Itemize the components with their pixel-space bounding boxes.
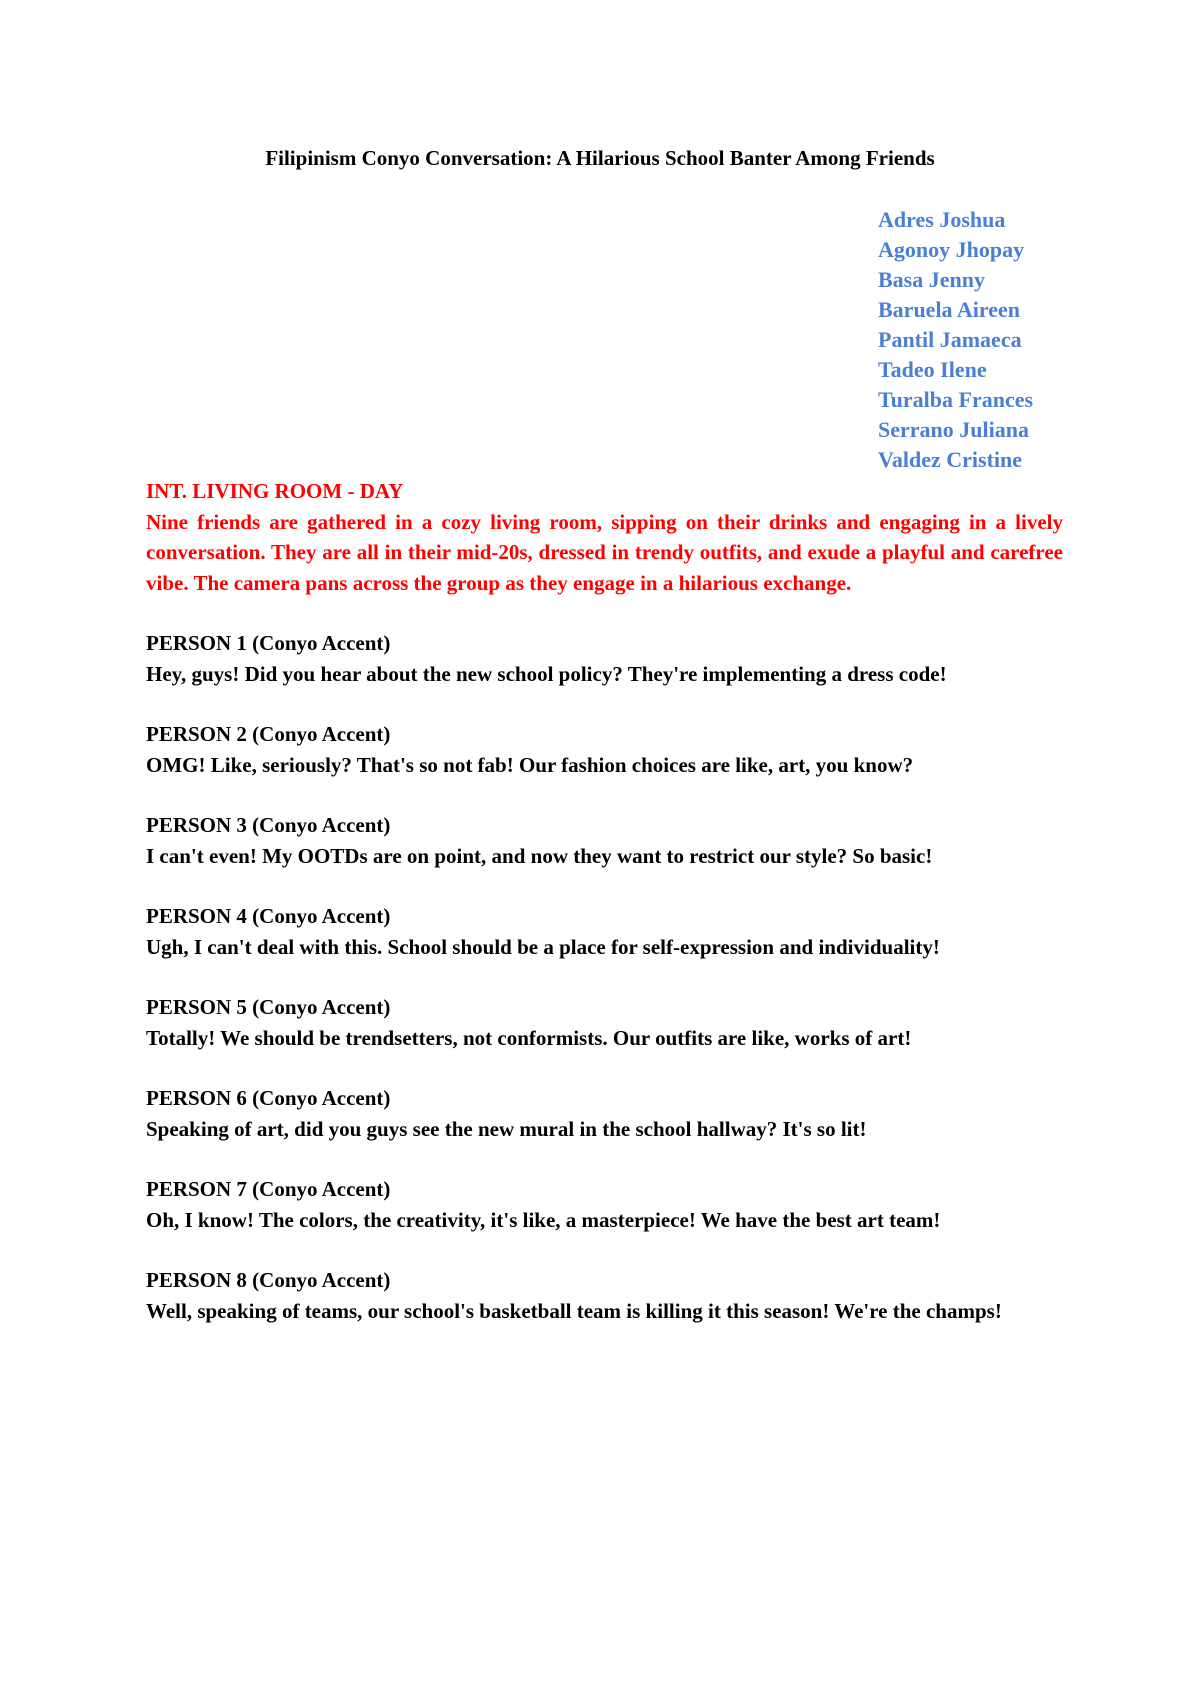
author-name: Tadeo Ilene bbox=[878, 357, 987, 382]
speaker: PERSON 2 (Conyo Accent) bbox=[146, 722, 391, 746]
scene-heading: INT. LIVING ROOM - DAY bbox=[146, 479, 404, 503]
author-name: Agonoy Jhopay bbox=[878, 237, 1025, 262]
script-body bbox=[146, 476, 1063, 1356]
dialogue-line bbox=[146, 901, 1063, 962]
dialogue-line bbox=[146, 1174, 1063, 1235]
scene-block bbox=[146, 476, 1063, 598]
dialogue-line bbox=[146, 719, 1063, 780]
speaker: PERSON 1 (Conyo Accent) bbox=[146, 631, 391, 655]
speaker: PERSON 6 (Conyo Accent) bbox=[146, 1086, 391, 1110]
dialogue-text: Oh, I know! The colors, the creativity, it's like, a masterpiece! We have the best art team! bbox=[146, 1207, 941, 1232]
dialogue-text: Totally! We should be trendsetters, not conformists. Our outfits are like, works of art! bbox=[146, 1025, 912, 1050]
scene-description: Nine friends are gathered in a cozy living room, sipping on their drinks and engaging in a lively conversation. They are all in their mid-20s, dressed in trendy outfits, and exude a playful and carefree vibe. The camera pans across the group as they engage in a hilarious exchange. bbox=[146, 509, 1063, 595]
author-name: Adres Joshua bbox=[878, 207, 1006, 232]
dialogue-line bbox=[146, 628, 1063, 689]
document-title: Filipinism Conyo Conversation: A Hilarious School Banter Among Friends bbox=[265, 146, 935, 170]
author-name: Turalba Frances bbox=[878, 387, 1034, 412]
speaker: PERSON 3 (Conyo Accent) bbox=[146, 813, 391, 837]
author-name: Serrano Juliana bbox=[878, 417, 1029, 442]
author-name: Valdez Cristine bbox=[878, 447, 1023, 472]
speaker: PERSON 8 (Conyo Accent) bbox=[146, 1268, 391, 1292]
dialogue-text: Ugh, I can't deal with this. School should be a place for self-expression and individuality! bbox=[146, 934, 940, 959]
speaker: PERSON 7 (Conyo Accent) bbox=[146, 1177, 391, 1201]
dialogue-line bbox=[146, 1083, 1063, 1144]
author-list bbox=[878, 205, 1033, 475]
author-name: Pantil Jamaeca bbox=[878, 327, 1022, 352]
dialogue-line bbox=[146, 1265, 1063, 1326]
dialogue-text: Speaking of art, did you guys see the new mural in the school hallway? It's so lit! bbox=[146, 1116, 867, 1141]
dialogue-line bbox=[146, 810, 1063, 871]
dialogue-text: Well, speaking of teams, our school's basketball team is killing it this season! We're the champs! bbox=[146, 1298, 1002, 1323]
speaker: PERSON 5 (Conyo Accent) bbox=[146, 995, 391, 1019]
dialogue-text: OMG! Like, seriously? That's so not fab! Our fashion choices are like, art, you know? bbox=[146, 752, 914, 777]
dialogue-text: Hey, guys! Did you hear about the new school policy? They're implementing a dress code! bbox=[146, 661, 947, 686]
dialogue-text: I can't even! My OOTDs are on point, and now they want to restrict our style? So basic! bbox=[146, 843, 933, 868]
speaker: PERSON 4 (Conyo Accent) bbox=[146, 904, 391, 928]
dialogue-line bbox=[146, 992, 1063, 1053]
author-name: Baruela Aireen bbox=[878, 297, 1020, 322]
author-name: Basa Jenny bbox=[878, 267, 985, 292]
